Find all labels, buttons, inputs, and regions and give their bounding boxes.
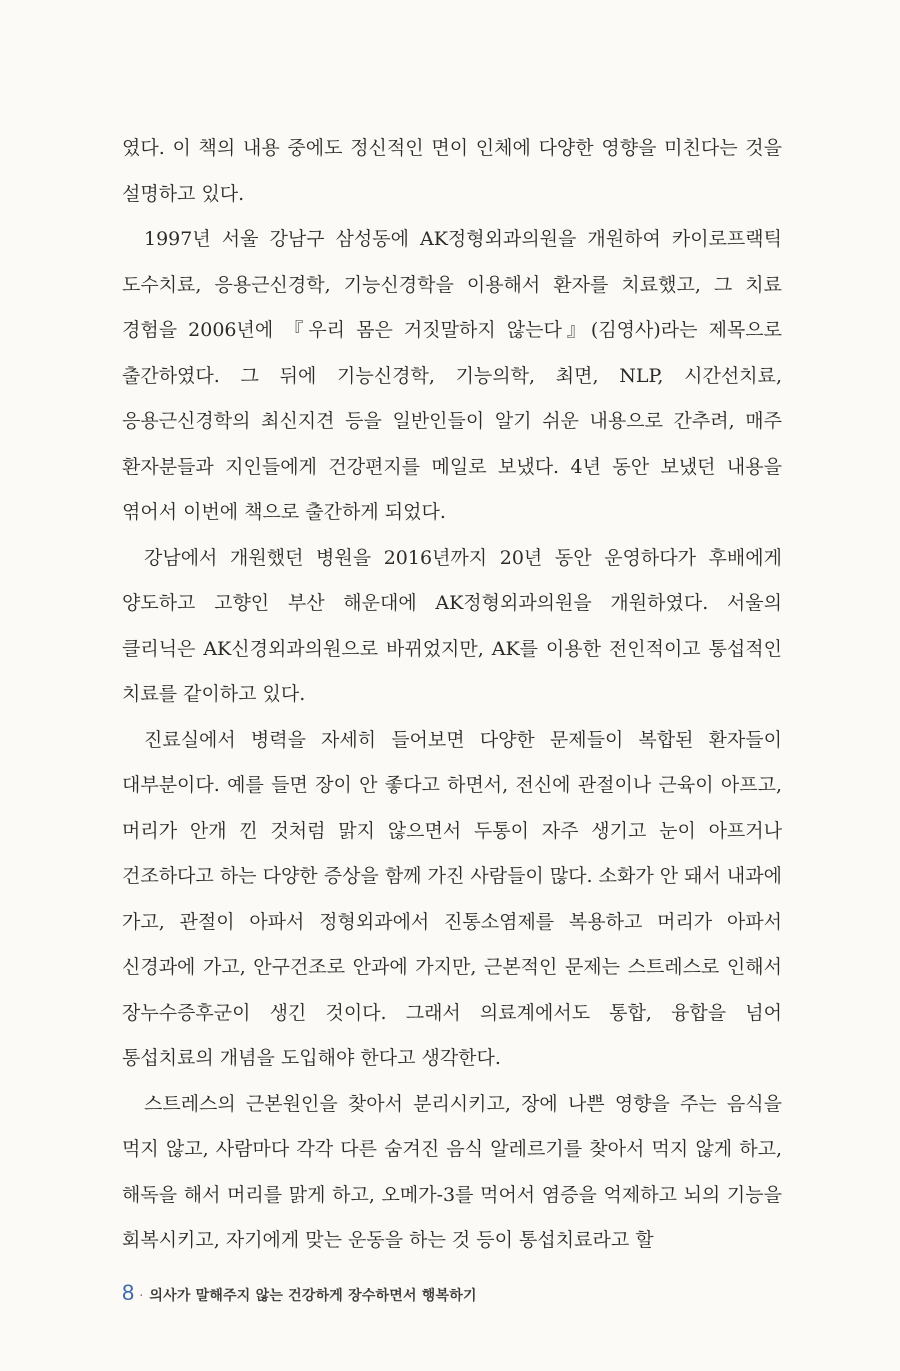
body-text [122,126,782,1264]
paragraph-clinic-history: 1997년 서울 강남구 삼성동에 AK정형외과의원을 개원하여 카이로프랙틱 도수치료, 응용근신경학, 기능신경학을 이용해서 환자를 치료했고, 그 치료 경험을 2006년에 『우리 몸은 거짓말하지 않는다』(김영사)라는 제목으로 출간하였다. 그 뒤에 기능신경학, 기능의학, 최면, NLP, 시간선치료, 응용근신경학의 최신지견 등을 일반인들이 알기 쉬운 내용으로 간추려, 매주 환자분들과 지인들에게 건강편지를 메일로 보냈다. 4년 동안 보냈던 내용을 엮어서 이번에 책으로 출간하게 되었다. [122,228,782,523]
paragraph-integrative-treatment: 스트레스의 근본원인을 찾아서 분리시키고, 장에 나쁜 영향을 주는 음식을 먹지 않고, 사람마다 각각 다른 숨겨진 음식 알레르기를 찾아서 먹지 않게 하고, 해독을 해서 머리를 맑게 하고, 오메가-3를 먹어서 염증을 억제하고 뇌의 기능을 회복시키고, 자기에게 맞는 운동을 하는 것 등이 통섭치료라고 할 [122,1092,782,1251]
page-number: 8 [122,1280,135,1305]
footer-separator: · [139,1289,144,1304]
paragraph-patient-symptoms: 진료실에서 병력을 자세히 들어보면 다양한 문제들이 복합된 환자들이 대부분이다. 예를 들면 장이 안 좋다고 하면서, 전신에 관절이나 근육이 아프고, 머리가 안개 낀 것처럼 맑지 않으면서 두통이 자주 생기고 눈이 아프거나 건조하다고 하는 다양한 증상을 함께 가진 사람들이 많다. 소화가 안 돼서 내과에 가고, 관절이 아파서 정형외과에서 진통소염제를 복용하고 머리가 아파서 신경과에 가고, 안구건조로 안과에 가지만, 근본적인 문제는 스트레스로 인해서 장누수증후군이 생긴 것이다. 그래서 의료계에서도 통합, 융합을 넘어 통섭치료의 개념을 도입해야 한다고 생각한다. [122,728,782,1069]
running-book-title: 의사가 말해주지 않는 건강하게 장수하면서 행복하기 [149,1288,477,1304]
paragraph-relocation: 강남에서 개원했던 병원을 2016년까지 20년 동안 운영하다가 후배에게 양도하고 고향인 부산 해운대에 AK정형외과의원을 개원하였다. 서울의 클리닉은 AK신경외과의원으로 바뀌었지만, AK를 이용한 전인적이고 통섭적인 치료를 같이하고 있다. [122,546,782,705]
paragraph-continuation: 였다. 이 책의 내용 중에도 정신적인 면이 인체에 다양한 영향을 미친다는 것을 설명하고 있다. [122,137,782,205]
page-footer [122,1280,477,1310]
